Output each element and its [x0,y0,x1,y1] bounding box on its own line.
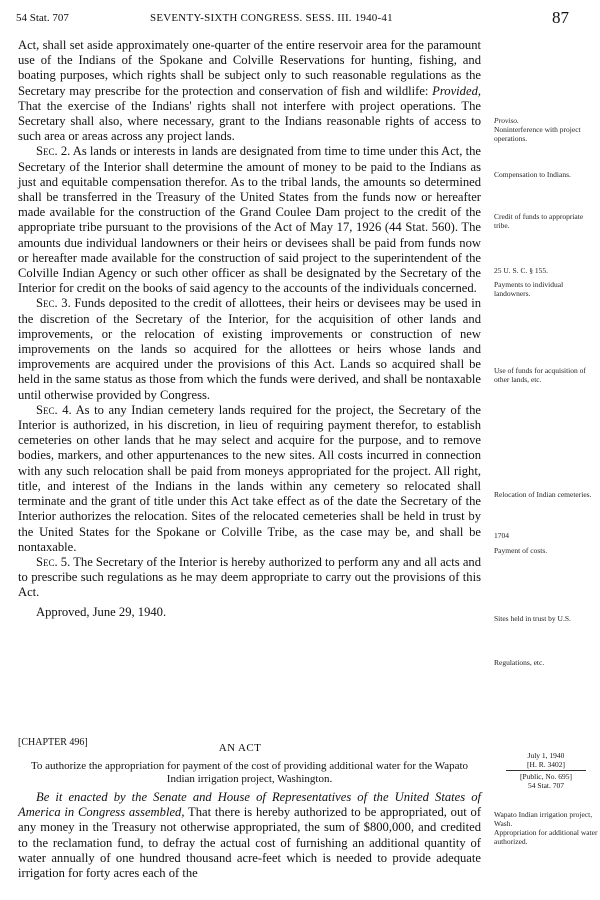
margin-note-relocation: Relocation of Indian cemeteries. [494,490,592,499]
margin-note-proviso: Proviso. Noninterference with project operations. [494,116,581,143]
section-label: Sec. 2. [36,144,71,159]
running-head: SEVENTY-SIXTH CONGRESS. SESS. III. 1940-41 [150,12,393,24]
section-label: Sec. 5. [36,554,71,569]
approved-date: Approved, June 29, 1940. [36,604,167,619]
margin-note-credit: Credit of funds to appropriate tribe. [494,212,584,230]
page-number: 87 [552,8,569,27]
bill-date: July 1, 1940 [527,751,565,760]
margin-note-use-of-funds: Use of funds for acquisition of other lands, etc. [494,366,586,384]
margin-note-regulations: Regulations, etc. [494,658,545,667]
chapter-label: [CHAPTER 496] [18,737,88,748]
margin-note-1704: 1704 [494,531,509,540]
section-label: Sec. 4. [36,402,72,417]
enacting-formula: Be it enacted by the Senate and House of Representatives of the United States of America in Congress assembled, [18,790,481,820]
margin-note-sites-held: Sites held in trust by U.S. [494,614,571,623]
stat-reference: 54 Stat. 707 [16,12,69,24]
section-5: Sec. 5. The Secretary of the Interior is hereby authorized to perform any and all acts and to prescribe such regulations as he may deem appropriate to carry out the provisions of this Act. [18,554,482,600]
section-4: Sec. 4. As to any Indian cemetery lands required for the project, the Secretary of the Interior is authorized, in his discretion, in lieu of requiring payment therefor, to establish cemeteries on other lands that he may select and acquire for the purpose, and to remove bodies, markers, and other appurtenances to the new sites. All costs incurred in connection with any such relocation shall be paid from moneys appropriated for the project. All right, title, and interest of the Indians in the lands within any cemetery so relocated shall terminate and the grant of title under this Act take effect as of the date the Secretary of the Interior authorizes the relocation. Sites of the relocated cemeteries shall be held in trust by the United States for the Spokane or Colville Tribe, as the case may be, and shall be nontaxable. [18,402,481,554]
act-title: To authorize the appropriation for payment of the cost of providing additional water for the Wapato Indian irrigation project, Washington. [30,760,469,785]
enacting-clause: Be it enacted by the Senate and House of Representatives of the United States of America in Congress assembled, That there is hereby authorized to be appropriated, out of any money in the Treasury not otherwise appropriated, the sum of $800,000, and credited to the reclamation fund, to defray the actual cost of furnishing an additional quantity of water annually of one hundred thousand acre-feet which is needed to provide adequate irrigation for forty acres each of the [18,790,482,881]
margin-note-usc: 25 U. S. C. § 155. [494,266,548,275]
margin-note-payments: Payments to individual landowners. [494,280,564,298]
act-heading: AN ACT [218,742,262,754]
divider [506,770,586,771]
margin-note-appropriation: Appropriation for additional water authorized. [494,828,598,846]
paragraph-continuation: Act, shall set aside approximately one-quarter of the entire reservoir area for the paramount use of the Indians of the Spokane and Colville Reservations for hunting, fishing, and boating purposes, which rights shall be subject only to such reasonable regulations as the Secretary may prescribe for the protection and conservation of fish and wildlife: Provided, That the exercise of the Indians' rights shall not interfere with project operations. The Secretary shall also, where necessary, grant to the Indians reasonable rights of access to such area or areas across any project lands. [18,38,482,144]
margin-note-payment-costs: Payment of costs. [494,546,548,555]
public-number: [Public, No. 695] [519,772,573,781]
proviso-word: Provided, [432,83,482,98]
page-header [0,0,600,26]
section-3: Sec. 3. Funds deposited to the credit of allottees, their heirs or devisees may be used in the discretion of the Secretary of the Interior, for the acquisition of other lands and improvements, or the relocation of existing improvements or construction of new improvements on the lands so acquired for the allottees or heirs whose lands and improvements are acquired under the provisions of this Act. Lands so acquired shall be held in the same status as those from which the funds were derived, and shall be nontaxable until otherwise provided by Congress. [18,296,481,402]
margin-note-compensation: Compensation to Indians. [494,170,571,179]
bill-info [494,751,598,790]
section-2: Sec. 2. As lands or interests in lands are designated from time to time under this Act, the Secretary of the Interior shall determine the amount of money to be paid to the Indians as just and equitable compensation therefor. As to the tribal lands, the amounts so determined shall be transferred in the Treasury of the United States from the funds now or hereafter made available for the construction of the Grand Coulee Dam project to the credit of the appropriate tribe pursuant to the provisions of the Act of May 17, 1926 (44 Stat. 560). The amounts due individual landowners or their heirs or devisees shall be paid from funds now or hereafter made available for the construction of said project to the superintendent of the Colville Indian Agency or such other officer as shall be designated by the Secretary of the Interior for credit on the books of said agency to the accounts of the individuals concerned. [18,144,481,296]
stat-citation: 54 Stat. 707 [527,781,565,790]
main-text [18,38,481,620]
section-label: Sec. 3. [36,296,71,311]
bill-hr: [H. R. 3402] [527,760,565,769]
margin-note-wapato: Wapato Indian irrigation project, Wash. [494,810,593,828]
